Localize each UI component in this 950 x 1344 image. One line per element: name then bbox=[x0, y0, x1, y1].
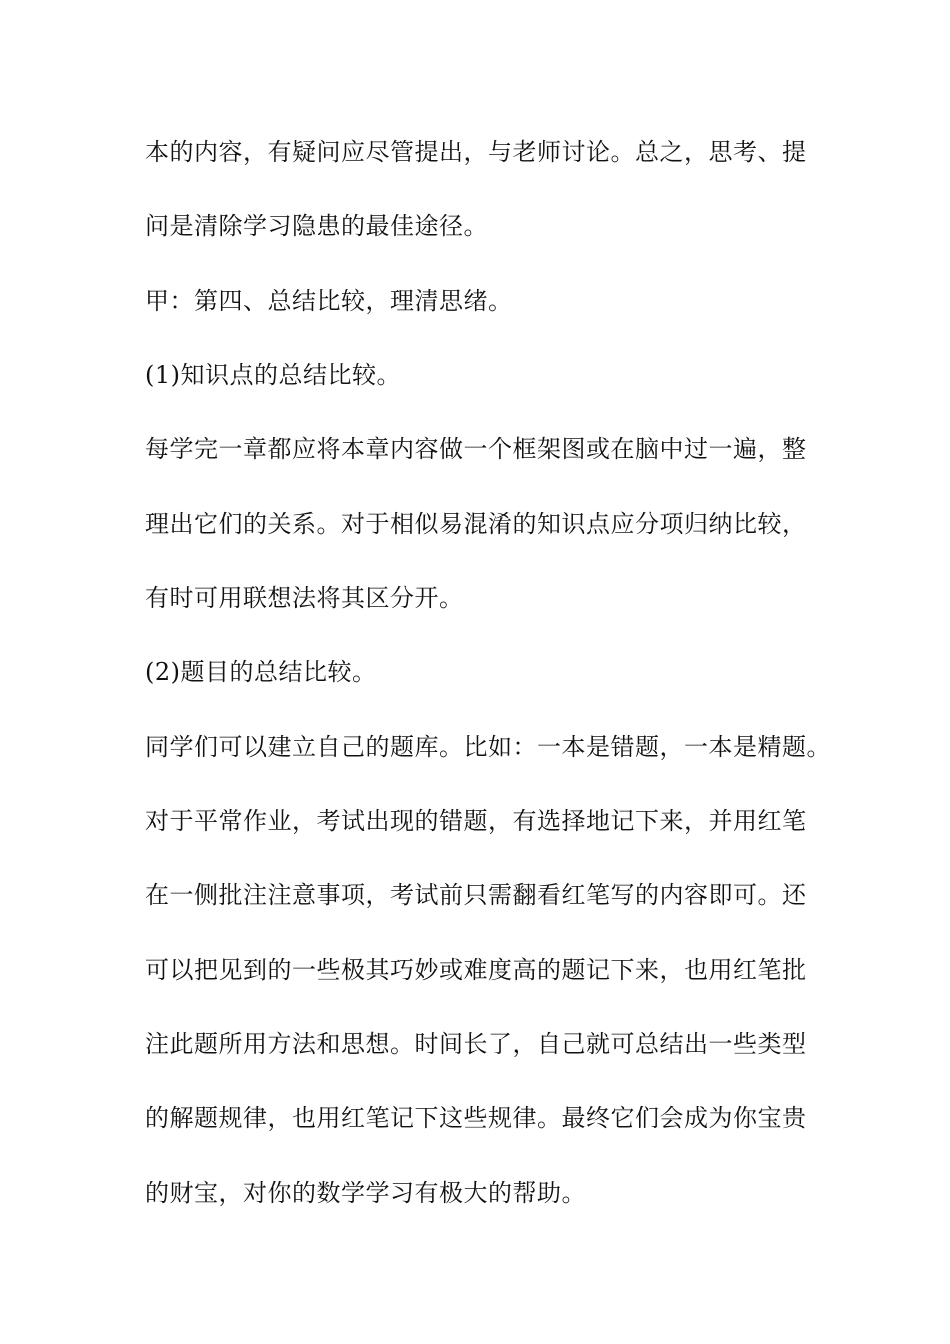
text-line: 有时可用联想法将其区分开。 bbox=[145, 584, 464, 612]
text-line: 每学完一章都应将本章内容做一个框架图或在脑中过一遍，整 bbox=[145, 435, 807, 463]
section-heading: 甲：第四、总结比较，理清思绪。 bbox=[145, 287, 513, 315]
text-line: 在一侧批注注意事项，考试前只需翻看红笔写的内容即可。还 bbox=[145, 881, 807, 909]
text-line: 理出它们的关系。对于相似易混淆的知识点应分项归纳比较， bbox=[145, 510, 807, 538]
text-line: 同学们可以建立自己的题库。比如：一本是错题，一本是精题。 bbox=[145, 733, 831, 761]
text-line: 的解题规律，也用红笔记下这些规律。最终它们会成为你宝贵 bbox=[145, 1104, 807, 1132]
text-line: 本的内容，有疑问应尽管提出，与老师讨论。总之，思考、提 bbox=[145, 138, 807, 166]
text-line: 可以把见到的一些极其巧妙或难度高的题记下来，也用红笔批 bbox=[145, 956, 807, 984]
subsection-heading: (2)题目的总结比较。 bbox=[145, 658, 377, 686]
text-line: 问是清除学习隐患的最佳途径。 bbox=[145, 212, 488, 240]
text-line: 对于平常作业，考试出现的错题，有选择地记下来，并用红笔 bbox=[145, 807, 807, 835]
text-line: 的财宝，对你的数学学习有极大的帮助。 bbox=[145, 1179, 586, 1207]
subsection-heading: (1)知识点的总结比较。 bbox=[145, 361, 401, 389]
text-line: 注此题所用方法和思想。时间长了，自己就可总结出一些类型 bbox=[145, 1030, 807, 1058]
